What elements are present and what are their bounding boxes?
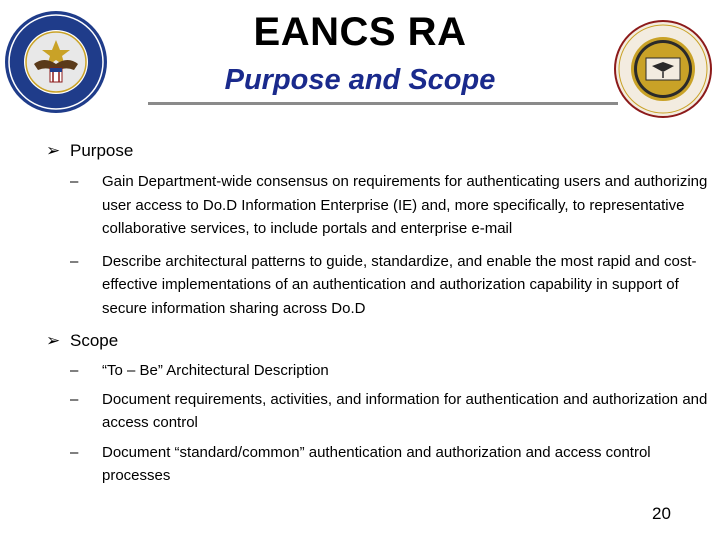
bullet-text: Document requirements, activities, and information for authentication and authorization and access control	[102, 390, 708, 431]
dash-bullet-icon: –	[70, 173, 79, 190]
arrow-bullet-icon: ➢	[46, 141, 61, 160]
bullet-item	[46, 388, 712, 435]
page-number: 20	[652, 504, 671, 523]
section-heading-scope	[46, 330, 686, 352]
bullet-text: Gain Department-wide consensus on requirements for authenticating users and authorizing user access to Do.D Information Enterprise (IE) and, more specifically, to representative collaborative services, to include portals and enterprise e-mail	[102, 173, 708, 237]
section-heading-label: Scope	[70, 331, 119, 350]
dash-bullet-icon: –	[70, 252, 79, 270]
dash-bullet-icon: –	[70, 390, 79, 408]
bullet-item	[46, 170, 712, 241]
dash-bullet-icon: –	[70, 362, 79, 379]
dash-bullet-icon: –	[70, 443, 79, 461]
section-heading-purpose	[46, 140, 686, 162]
bullet-text: Describe architectural patterns to guide, standardize, and enable the most rapid and cost-effective implementations of an authentication and authorization capability in support of secure information sharing across Do.D	[102, 252, 697, 317]
slide-subtitle: Purpose and Scope	[224, 64, 496, 96]
arrow-bullet-icon: ➢	[46, 331, 61, 350]
bullet-text: “To – Be” Architectural Description	[102, 362, 329, 379]
slide-title: EANCS RA	[253, 10, 467, 54]
dod-seal-icon	[4, 10, 108, 114]
bullet-text: Document “standard/common” authentication and authorization and access control processes	[102, 443, 651, 484]
header-divider	[148, 102, 618, 105]
bullet-item	[46, 441, 712, 488]
section-heading-label: Purpose	[70, 141, 134, 160]
bullet-item	[46, 359, 712, 383]
slide-body	[46, 140, 708, 488]
bullet-item	[46, 250, 712, 321]
disa-seal-icon	[614, 20, 712, 118]
